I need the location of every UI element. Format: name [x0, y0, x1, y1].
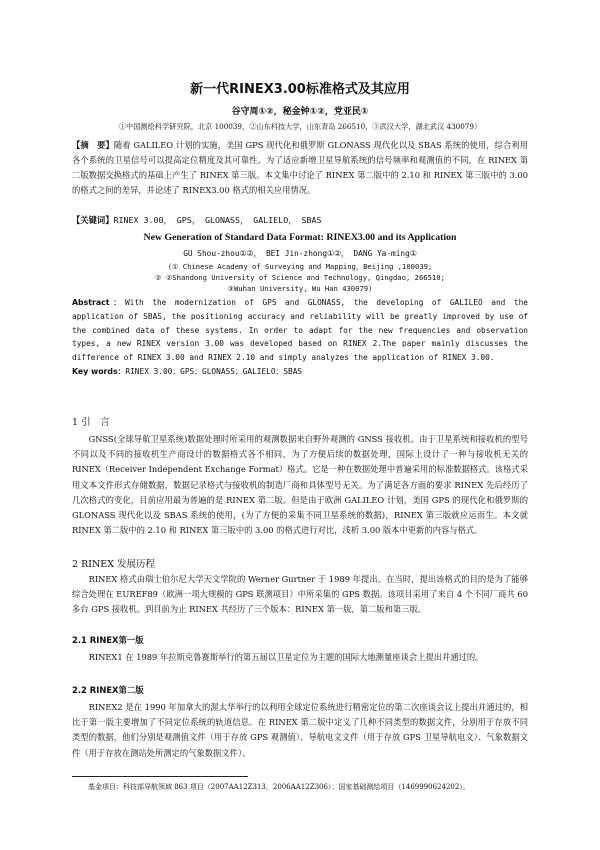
abstract-en-label: Abstract：	[72, 298, 125, 307]
abstract-en-text: With the modernization of GPS and GLONASS, the developing of GALILEO and the application of SBAS, the positioning accuracy and reliability will be greatly improved by use of the combined data of these systems. In order to adapt for the new frequencies and observation types, a new RINEX version 3.00 was developed based on RINEX 2.The paper mainly discusses the difference of RINEX 3.00 and RINEX 2.10 and simply analyzes the application of RINEX 3.00.	[72, 298, 528, 363]
abstract-en	[72, 296, 528, 365]
section-2-2-text: RINEX2 是在 1990 年加拿大的渥太华举行的以利用全球定位系统进行精密定位的第二次座谈会议上提出并通过的，相比于第一版主要增加了不同定位系统的轨道信息。在 RINEX 第二版中定义了几种不同类型的数据文件，分别用于存放不同类型的数据，他们分别是观测值文件（用于存放 GPS 观测值）、导航电文文件（用于存放 GPS 卫星导航电文）、气象数据文件（用于存放在测站处所测定的气象数据文件）、	[72, 702, 528, 758]
footnote: 基金项目：科技部导航领域 863 项目（2007AA12Z313，2006AA12Z306）；国家基础测绘项目（1469990624202）。	[88, 783, 470, 791]
footnote-divider	[72, 776, 248, 777]
section-2-text: RINEX 格式由瑞士伯尔尼大学天文学院的 Werner Gurtner 于 1989 年提出。在当时，提出该格式的目的是为了能够综合处理在 EUREF89（欧洲一项大规模的 GPS 联测项目）中所采集的 GPS 数据。该项目采用了来自 4 个不同厂商共 60 多台 GPS 接收机。到目前为止 RINEX 共经历了三个版本：RINEX 第一版，第二版和第三版。	[72, 574, 528, 615]
keywords-cn	[72, 213, 528, 227]
section-2-1-text: RINEX1 在 1989 年拉斯克鲁赛斯举行的第五届以卫星定位为主题的国际大地测量座谈会上提出并通过的。	[88, 652, 484, 662]
abstract-cn-text: 随着 GALILEO 计划的实施，美国 GPS 现代化和俄罗斯 GLONASS 现代化以及 SBAS 系统的使用，综合利用各个系统的卫星信号可以提高定位精度及其可靠性。为了适应新增卫星导航系统的信号频率和观测值的不同，在 RINEX 第二版数据交换格式的基础上产生了 RINEX 第三版。本文集中讨论了 RINEX 第二版中的 2.10 和 RINEX 第三版中的 3.00 的格式之间的差异，并论述了 RINEX3.00 格式的相关应用情况。	[72, 140, 528, 195]
affiliation-en-3: ③Wuhan University, Wu Han 430079)	[227, 284, 373, 293]
section-1-heading: 1 引 言	[72, 417, 110, 428]
affiliation-en-1: (① Chinese Academy of Surveying and Mapping，Beijing ,100039;	[167, 262, 433, 271]
section-1-text: GNSS(全球导航卫星系统)数据处理时所采用的观测数据来自野外观测的 GNSS 接收机。由于卫星系统和接收机的型号不同以及不同的接收机生产商设计的数据格式各不相同，为了方便后续的数据处理，国际上设计了一种与接收机无关的 RINEX（Receiver Independent Exchange Format）格式。它是一种在数据处理中普遍采用的标准数据格式。该格式采用文本文件形式存储数据，数据记录格式与接收机的制造厂商和具体型号无关。为了满足各方面的要求 RINEX 先后经历了几次格式的变化，目前应用最为普遍的是 RINEX 第二版。但是由于欧洲 GALILEO 计划，美国 GPS 的现代化和俄罗斯的 GLONASS 现代化以及 SBAS 系统的使用，(为了方便的采集不同卫星系统的数据)，RINEX 第三版就应运而生。本文就 RINEX 第二版中的 2.10 和 RINEX 第三版中的 3.00 的格式进行对比，浅析 3.00 版本中更新的内容与格式。	[72, 434, 528, 536]
keywords-en	[72, 366, 528, 377]
section-2-heading: 2 RINEX 发展历程	[72, 559, 155, 570]
section-2-1-heading: 2.1 RINEX第一版	[72, 635, 144, 645]
keywords-en-label: Key words：	[72, 367, 126, 376]
paper-title: 新一代RINEX3.00标准格式及其应用	[190, 82, 410, 97]
keywords-cn-text: RINEX 3.00， GPS， GLONASS， GALIELO， SBAS	[113, 215, 322, 225]
keywords-en-text: RINEX 3.00；GPS；GLONASS；GALIELO；SBAS	[125, 367, 303, 376]
authors-cn: 谷守周①②，秘金钟①②，党亚民①	[231, 107, 369, 117]
title-en: New Generation of Standard Data Format: RINEX3.00 and its Application	[143, 232, 457, 243]
keywords-cn-label: 【关键词】	[72, 215, 114, 225]
section-2-2-heading: 2.2 RINEX第二版	[72, 685, 144, 695]
affiliation-en-2: ② ②Shandong University of Science and Technology, Qingdao, 266510;	[155, 273, 445, 282]
authors-en: GU Shou-zhou①②， BEI Jin-zhong①②， DANG Ya-ming①	[183, 249, 417, 258]
abstract-cn-label: 【摘 要】	[72, 140, 114, 150]
abstract-cn	[72, 138, 528, 198]
affiliations-cn: ①中国测绘科学研究院，北京 100039，②山东科技大学，山东青岛 266510，③武汉大学，湖北武汉 430079）	[118, 122, 482, 131]
